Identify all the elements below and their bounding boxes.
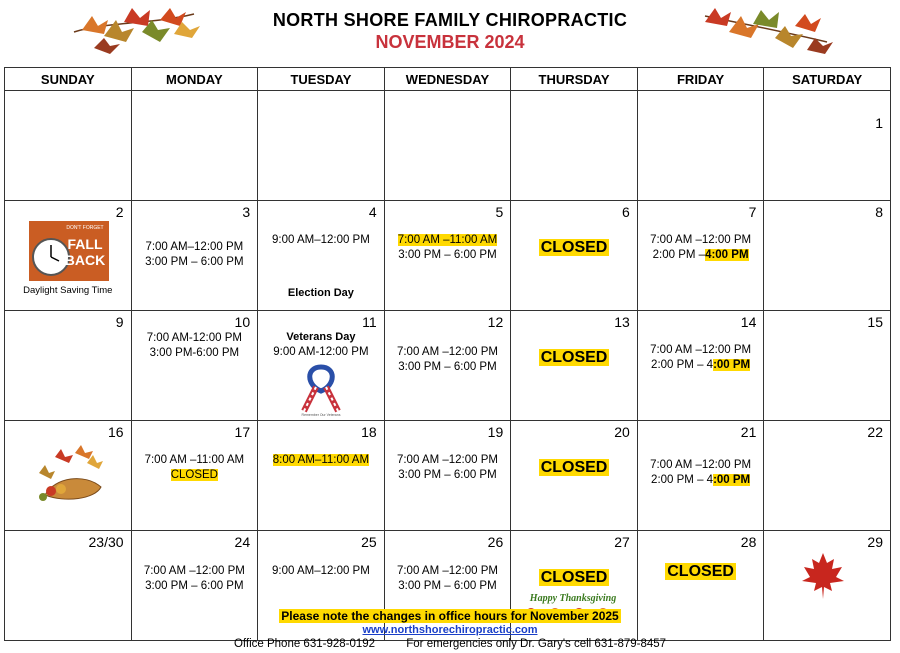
autumn-leaves-icon <box>695 2 835 58</box>
day-number: 18 <box>361 424 377 440</box>
weekday-wednesday: WEDNESDAY <box>384 68 511 91</box>
hours-am: 7:00 AM –12:00 PM <box>143 565 245 577</box>
hours-pm: 2:00 PM – 4 <box>651 474 714 486</box>
day-cell-2 <box>5 201 132 311</box>
hours-am: 7:00 AM-12:00 PM <box>146 332 242 344</box>
day-cell-empty <box>258 91 385 201</box>
weekday-tuesday: TUESDAY <box>258 68 385 91</box>
closed-text: CLOSED <box>540 349 608 366</box>
day-number: 3 <box>242 204 251 220</box>
day-number: 29 <box>867 534 883 550</box>
veterans-ribbon-icon <box>294 361 348 417</box>
day-number: 25 <box>361 534 377 550</box>
weekday-thursday: THURSDAY <box>511 68 638 91</box>
hours-pm-highlight: :00 PM <box>713 474 751 486</box>
weekday-sunday: SUNDAY <box>5 68 132 91</box>
hours-am: 9:00 AM–12:00 PM <box>272 234 370 246</box>
day-cell-21 <box>637 421 764 531</box>
daylight-saving-label: Daylight Saving Time <box>23 285 113 296</box>
day-cell-4 <box>258 201 385 311</box>
ribbon-caption: Remember Our Veterans <box>301 413 341 417</box>
day-cell-18 <box>258 421 385 531</box>
happy-thanksgiving-text: Happy Thanksgiving <box>530 593 617 604</box>
hours-pm: 3:00 PM – 6:00 PM <box>398 249 497 261</box>
header <box>0 0 900 64</box>
hours-pm: 3:00 PM – 6:00 PM <box>398 469 497 481</box>
day-cell-10 <box>131 311 258 421</box>
fall-back-clock-icon <box>29 221 109 281</box>
hours-am-highlight: 7:00 AM –11:00 AM <box>397 234 498 246</box>
day-cell-14 <box>637 311 764 421</box>
weekday-saturday: SATURDAY <box>764 68 891 91</box>
week-row <box>5 91 891 201</box>
office-hours <box>385 233 511 263</box>
hours-am: 7:00 AM –12:00 PM <box>650 234 752 246</box>
day-cell-7 <box>637 201 764 311</box>
hours-am: 7:00 AM –11:00 AM <box>144 454 245 466</box>
day-number: 21 <box>740 424 757 440</box>
hours-pm: 3:00 PM – 6:00 PM <box>398 580 497 592</box>
office-hours <box>258 564 384 579</box>
day-cell-empty <box>637 91 764 201</box>
cornucopia-icon <box>35 443 105 505</box>
hours-pm: 2:00 PM – <box>652 249 706 261</box>
day-cell-empty <box>5 91 132 201</box>
day-number: 12 <box>487 314 504 330</box>
hours-am: 7:00 AM –12:00 PM <box>396 454 498 466</box>
office-hours <box>638 343 764 373</box>
hours-pm: 3:00 PM-6:00 PM <box>149 347 240 359</box>
day-cell-12 <box>384 311 511 421</box>
office-hours <box>258 345 384 360</box>
week-row <box>5 311 891 421</box>
week-row <box>5 421 891 531</box>
day-cell-15 <box>764 311 891 421</box>
day-cell-empty <box>384 91 511 201</box>
office-hours <box>132 240 258 270</box>
hours-pm: 2:00 PM – 4 <box>651 359 714 371</box>
day-number: 13 <box>614 314 630 330</box>
hours-am: 7:00 AM –12:00 PM <box>396 346 498 358</box>
day-number: 10 <box>234 314 251 330</box>
day-number: 7 <box>748 204 757 220</box>
hours-pm: 3:00 PM – 6:00 PM <box>145 256 244 268</box>
emergency-phone: For emergencies only Dr. Gary's cell 631-879-8457 <box>406 638 667 650</box>
day-number: 28 <box>740 534 757 550</box>
office-phone: Office Phone 631-928-0192 <box>233 638 376 650</box>
day-cell-8 <box>764 201 891 311</box>
weekday-friday: FRIDAY <box>637 68 764 91</box>
day-number: 19 <box>487 424 504 440</box>
office-hours <box>638 458 764 488</box>
maple-leaf-icon <box>800 551 846 601</box>
day-number: 14 <box>740 314 757 330</box>
day-cell-19 <box>384 421 511 531</box>
hours-change-notice <box>0 607 900 625</box>
hours-am: 9:00 AM–12:00 PM <box>272 565 370 577</box>
page-title: NORTH SHORE FAMILY CHIROPRACTIC <box>272 10 628 30</box>
office-hours <box>258 233 384 248</box>
office-hours <box>385 564 511 594</box>
day-cell-9 <box>5 311 132 421</box>
fall-back-top-text: DON'T FORGET <box>66 225 104 231</box>
day-number: 2 <box>115 204 124 220</box>
week-row <box>5 201 891 311</box>
day-cell-20 <box>511 421 638 531</box>
office-hours <box>132 453 258 483</box>
hours-am: 7:00 AM–12:00 PM <box>145 241 244 253</box>
day-cell-1 <box>764 91 891 201</box>
day-cell-17 <box>131 421 258 531</box>
day-number: 8 <box>875 204 883 220</box>
closed-text: CLOSED <box>170 469 218 481</box>
closed-badge <box>511 569 637 587</box>
weekday-monday: MONDAY <box>131 68 258 91</box>
day-number: 23/30 <box>88 534 124 550</box>
day-cell-6 <box>511 201 638 311</box>
day-number: 9 <box>115 314 124 330</box>
day-cell-16 <box>5 421 132 531</box>
hours-am: 7:00 AM –12:00 PM <box>650 459 752 471</box>
closed-text: CLOSED <box>540 239 608 256</box>
contact-phones <box>0 638 900 650</box>
weekday-header-row <box>5 68 891 91</box>
day-cell-11 <box>258 311 385 421</box>
day-number: 15 <box>867 314 883 330</box>
day-cell-22 <box>764 421 891 531</box>
office-hours <box>258 453 384 468</box>
office-hours <box>132 331 258 361</box>
day-number: 16 <box>107 424 124 440</box>
day-number: 22 <box>867 424 883 440</box>
notice-text: Please note the changes in office hours for November 2025 <box>281 609 619 623</box>
hours-pm: 3:00 PM – 6:00 PM <box>398 361 497 373</box>
day-number: 26 <box>487 534 504 550</box>
day-cell-empty <box>131 91 258 201</box>
office-hours <box>385 453 511 483</box>
closed-badge <box>511 459 637 477</box>
fall-back-text: FALL <box>67 236 103 252</box>
hours-pm: 3:00 PM – 6:00 PM <box>145 580 244 592</box>
closed-badge <box>511 239 637 257</box>
day-cell-5 <box>384 201 511 311</box>
website-link[interactable]: www.northshorechiropractic.com <box>362 624 538 636</box>
day-number: 17 <box>234 424 251 440</box>
hours-am: 7:00 AM –12:00 PM <box>650 344 752 356</box>
hours-pm-highlight: :00 PM <box>713 359 751 371</box>
hours-am: 9:00 AM-12:00 PM <box>273 346 369 358</box>
hours-pm-highlight: 4:00 PM <box>705 249 749 261</box>
day-number: 11 <box>362 314 377 330</box>
day-number: 5 <box>495 204 504 220</box>
day-number: 20 <box>614 424 630 440</box>
day-number: 4 <box>368 204 377 220</box>
hours-am-highlight: 8:00 AM–11:00 AM <box>272 454 370 466</box>
closed-text: CLOSED <box>667 563 734 580</box>
veterans-day-label: Veterans Day <box>286 331 356 343</box>
office-hours <box>638 233 764 263</box>
day-number: 27 <box>614 534 630 550</box>
office-hours <box>132 564 258 594</box>
day-number: 24 <box>234 534 251 550</box>
day-cell-13 <box>511 311 638 421</box>
election-day-label: Election Day <box>287 287 354 299</box>
fall-back-text: BACK <box>64 252 106 268</box>
day-cell-3 <box>131 201 258 311</box>
office-hours <box>385 345 511 375</box>
calendar-grid <box>4 67 891 641</box>
day-number: 1 <box>875 115 883 131</box>
closed-badge <box>511 349 637 367</box>
closed-text: CLOSED <box>540 569 608 586</box>
hours-am: 7:00 AM –12:00 PM <box>396 565 498 577</box>
month-subtitle: NOVEMBER 2024 <box>375 32 525 52</box>
closed-text: CLOSED <box>540 459 608 476</box>
day-cell-empty <box>511 91 638 201</box>
day-number: 6 <box>622 204 630 220</box>
closed-badge <box>638 563 764 581</box>
